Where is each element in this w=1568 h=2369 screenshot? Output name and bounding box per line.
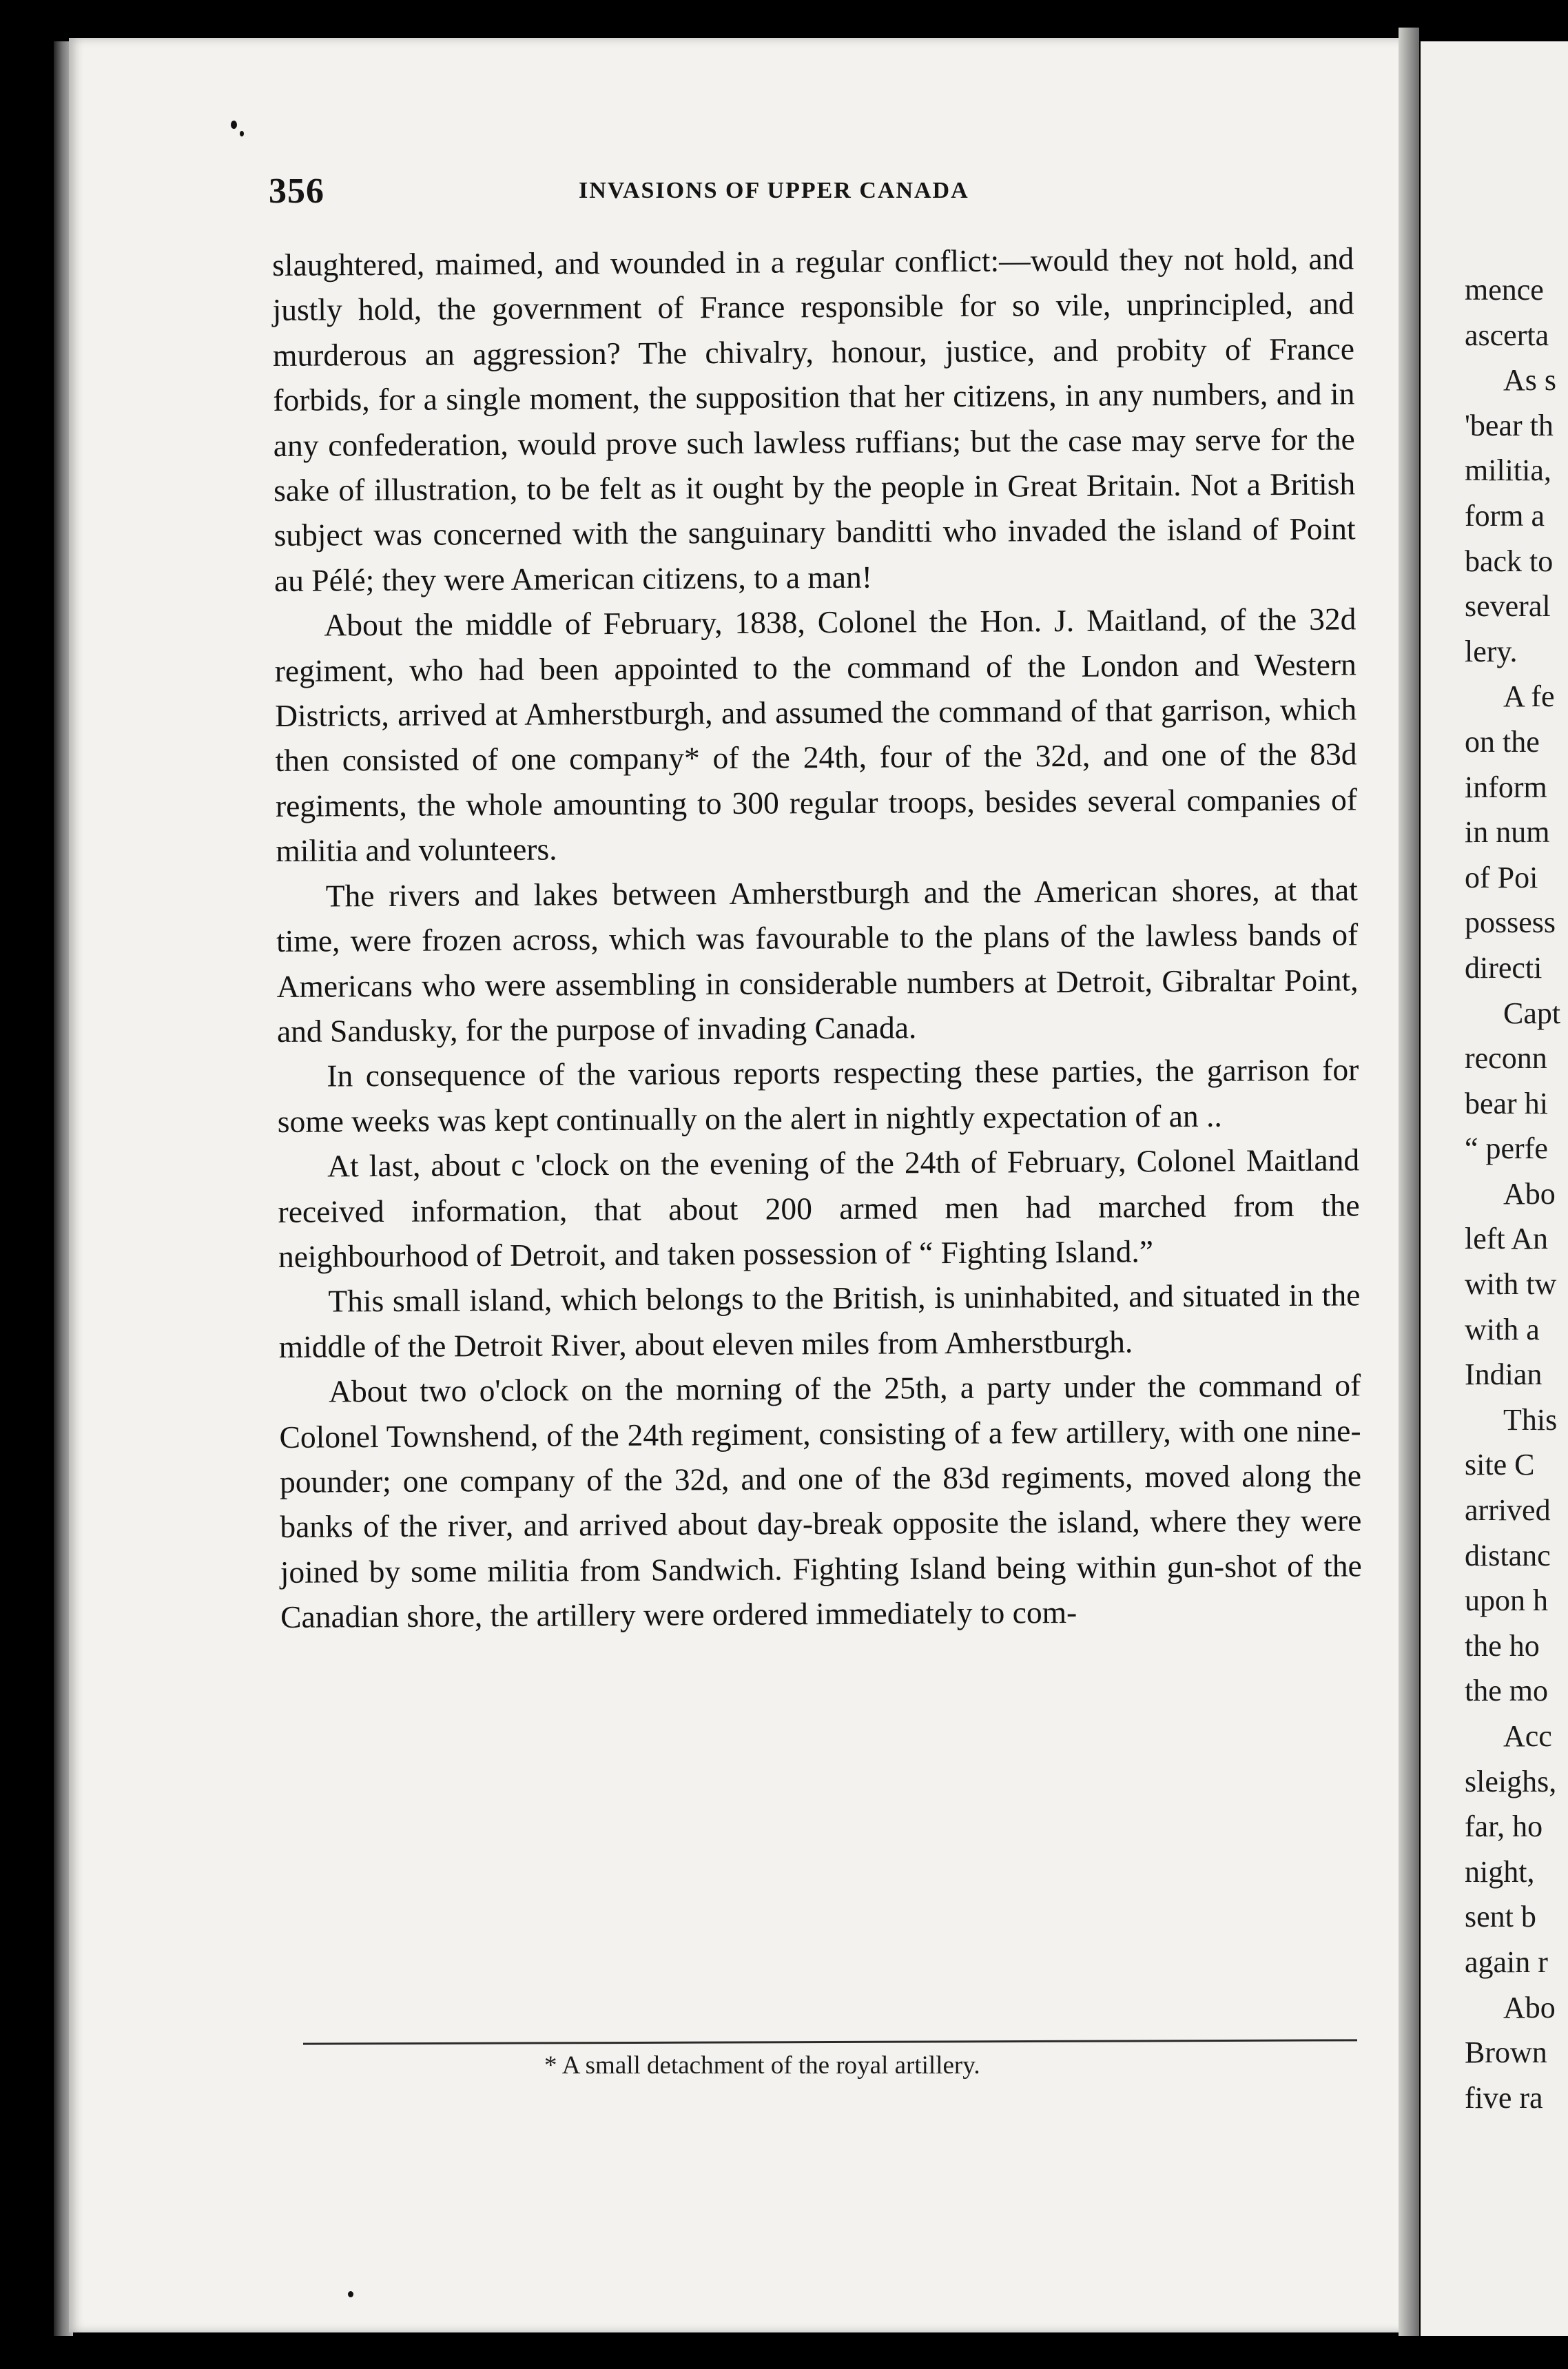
facing-page-line: upon h (1465, 1583, 1548, 1618)
facing-page-line: night, (1465, 1854, 1535, 1889)
facing-page-line: This (1503, 1402, 1558, 1437)
facing-page-line: “ perfe (1465, 1131, 1548, 1166)
running-head: INVASIONS OF UPPER CANADA (579, 178, 969, 203)
paragraph-3: The rivers and lakes between Amherstburgh and the American shores, at that time, were frozen across, which was favourable to the plans of the lawless bands of Americans who were assembling in considerable numbers at Detroit, Gibraltar Point, and Sandusky, for the purpose of invading Canada. (276, 872, 1359, 1049)
facing-page-line: Brown (1465, 2035, 1547, 2070)
facing-page-line: Abo (1503, 1176, 1556, 1211)
paragraph-4: In consequence of the various reports respecting these parties, the garrison for some weeks was kept continually on the alert in nightly expectation of an .. (277, 1052, 1359, 1139)
facing-page-line: back to (1465, 544, 1554, 578)
facing-page-line: on the (1465, 724, 1540, 759)
facing-page-line: of Poi (1465, 860, 1538, 894)
facing-page-line: the ho (1465, 1628, 1540, 1663)
facing-page-line: directi (1465, 950, 1543, 985)
facing-page-line: distanc (1465, 1538, 1551, 1572)
paragraph-2: About the middle of February, 1838, Colonel the Hon. J. Maitland, of the 32d regiment, who had been appointed to the command of the London and Western Districts, arrived at Amherstburgh, and assumed the command of that garrison, which then consisted of one company* of the 24th, four of the 32d, and one of the 83d regiments, the whole amounting to 300 regular troops, besides several companies of militia and volunteers. (274, 601, 1358, 869)
facing-page-line: arrived (1465, 1493, 1551, 1528)
facing-page-line: inform (1465, 770, 1547, 804)
facing-page-line: far, ho (1465, 1809, 1543, 1844)
facing-page-line: 'bear th (1465, 408, 1554, 442)
facing-page-line: with tw (1465, 1267, 1557, 1302)
footnote: * A small detachment of the royal artillery. (544, 2051, 980, 2080)
facing-page-line: again r (1465, 1945, 1548, 1979)
facing-page-line: Acc (1503, 1719, 1552, 1753)
facing-page-line: militia, (1465, 453, 1551, 488)
facing-page-line: Capt (1503, 996, 1561, 1030)
body-text (272, 236, 1362, 1639)
scan-speck (231, 121, 237, 129)
facing-page-line: site C (1465, 1448, 1535, 1482)
paragraph-6: This small island, which belongs to the British, is uninhabited, and situated in the middle of the Detroit River, about eleven miles from Amherstburgh. (278, 1277, 1361, 1364)
facing-page-line: Indian (1465, 1357, 1543, 1392)
facing-page-line: lery. (1465, 634, 1518, 668)
facing-page-line: Abo (1503, 1990, 1556, 2024)
facing-page-line: several (1465, 589, 1551, 624)
paragraph-7: About two o'clock on the morning of the 25th, a party under the command of Colonel Townshend, of the 24th regiment, consisting of a few artillery, with one nine-pounder; one company of the 32d, and one of the 83d regiments, moved along the banks of the river, and arrived about day-break opposite the island, where they were joined by some militia from Sandwich. Fighting Island being within gun-shot of the Canadian shore, the artillery were ordered immediately to com- (279, 1367, 1362, 1635)
book-gutter (1399, 28, 1419, 2336)
facing-page-line: in num (1465, 815, 1550, 850)
facing-page-line: sleighs, (1465, 1764, 1557, 1798)
facing-page-line: possess (1465, 905, 1556, 940)
facing-page-line: with a (1465, 1312, 1540, 1346)
scan-speck (240, 131, 244, 136)
facing-page-line: sent b (1465, 1900, 1536, 1934)
facing-page-line: form a (1465, 498, 1545, 533)
facing-page-line: the mo (1465, 1674, 1548, 1708)
facing-page-line: left An (1465, 1222, 1548, 1256)
facing-page-line: reconn (1465, 1041, 1547, 1076)
facing-page-text (1465, 267, 1568, 2120)
facing-page-line: bear hi (1465, 1086, 1548, 1120)
page-number: 356 (269, 172, 324, 211)
facing-page-line: As s (1503, 363, 1557, 398)
paragraph-1: slaughtered, maimed, and wounded in a regular conflict:—would they not hold, and justly hold, the government of France responsible for so vile, unprincipled, and murderous an aggression? The chivalry, honour, justice, and probity of France forbids, for a single moment, the supposition that her citizens, in any numbers, and in any confederation, would prove such lawless ruffians; but the case may serve for the sake of illustration, to be felt as it ought by the people in Great Britain. Not a British subject was concerned with the sanguinary banditti who invaded the island of Point au Pélé; they were American citizens, to a man! (272, 240, 1356, 598)
facing-page-line: mence (1465, 273, 1544, 307)
facing-page-line: five ra (1465, 2080, 1543, 2115)
paragraph-5: At last, about c 'clock on the evening of the 24th of February, Colonel Maitland received information, that about 200 armed men had marched from the neighbourhood of Detroit, and taken possession of “ Fighting Island.” (278, 1142, 1360, 1274)
scan-speck (348, 2291, 353, 2297)
facing-page-line: ascerta (1465, 318, 1549, 352)
facing-page-line: A fe (1503, 679, 1555, 714)
